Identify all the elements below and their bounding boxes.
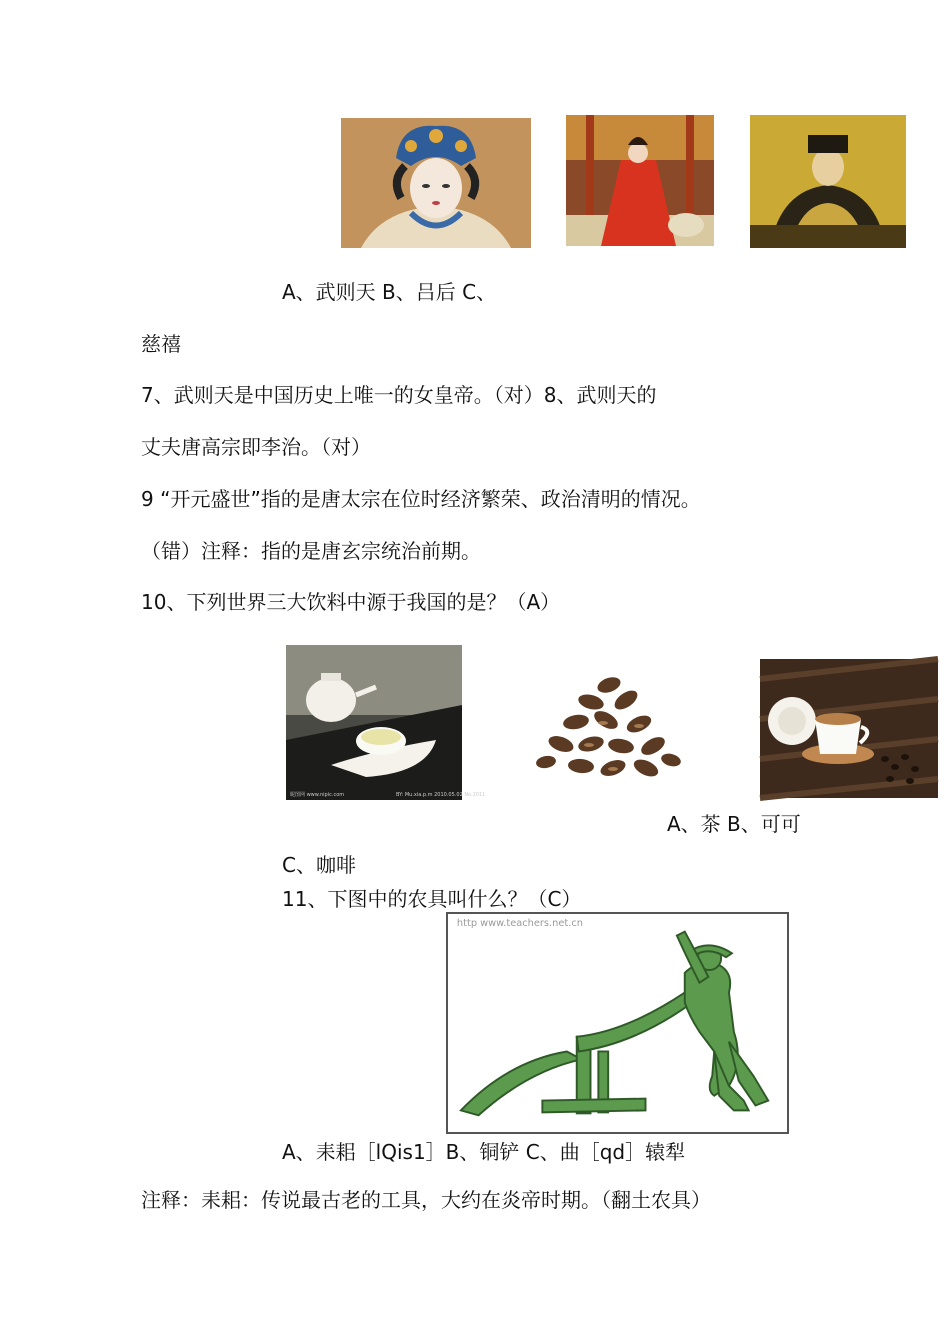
coffee-photo	[760, 659, 938, 798]
lv-hou-portrait	[566, 115, 714, 246]
q10-options-line: A、茶 B、可可	[667, 812, 801, 836]
q11-question: 11、下图中的农具叫什么？（C）	[282, 887, 582, 911]
q6-options-line: A、武则天 B、吕后 C、	[282, 280, 497, 304]
tea-photo-caption-right: BY: Mu.xia.p.m 2010.05.02 No.2011	[396, 792, 486, 798]
q7-text: 7、武则天是中国历史上唯一的女皇帝。（对）8、武则天的	[141, 383, 657, 407]
cocoa-beans-photo	[521, 640, 698, 798]
plough-watermark: http www.teachers.net.cn	[456, 917, 583, 929]
cixi-portrait	[750, 115, 906, 248]
q9-text: 9 “开元盛世”指的是唐太宗在位时经济繁荣、政治清明的情况。	[141, 487, 701, 511]
tea-photo-caption: 昵图网 www.nipic.com	[290, 792, 345, 798]
q9-note: （错）注释：指的是唐玄宗统治前期。	[141, 539, 481, 563]
q10-options-cont: C、咖啡	[282, 853, 356, 877]
q10-question: 10、下列世界三大饮料中源于我国的是？（A）	[141, 590, 561, 614]
q8-cont: 丈夫唐高宗即李治。（对）	[141, 435, 371, 459]
q6-options-cont: 慈禧	[141, 332, 181, 356]
wu-zetian-portrait	[341, 118, 531, 248]
q11-options: A、耒耜［lQis1］B、铜铲 C、曲［qd］辕犁	[282, 1140, 686, 1164]
tea-photo	[286, 645, 486, 800]
plough-illustration	[446, 912, 789, 1134]
q11-note: 注释：耒耜：传说最古老的工具，大约在炎帝时期。（翻土农具）	[141, 1188, 711, 1212]
